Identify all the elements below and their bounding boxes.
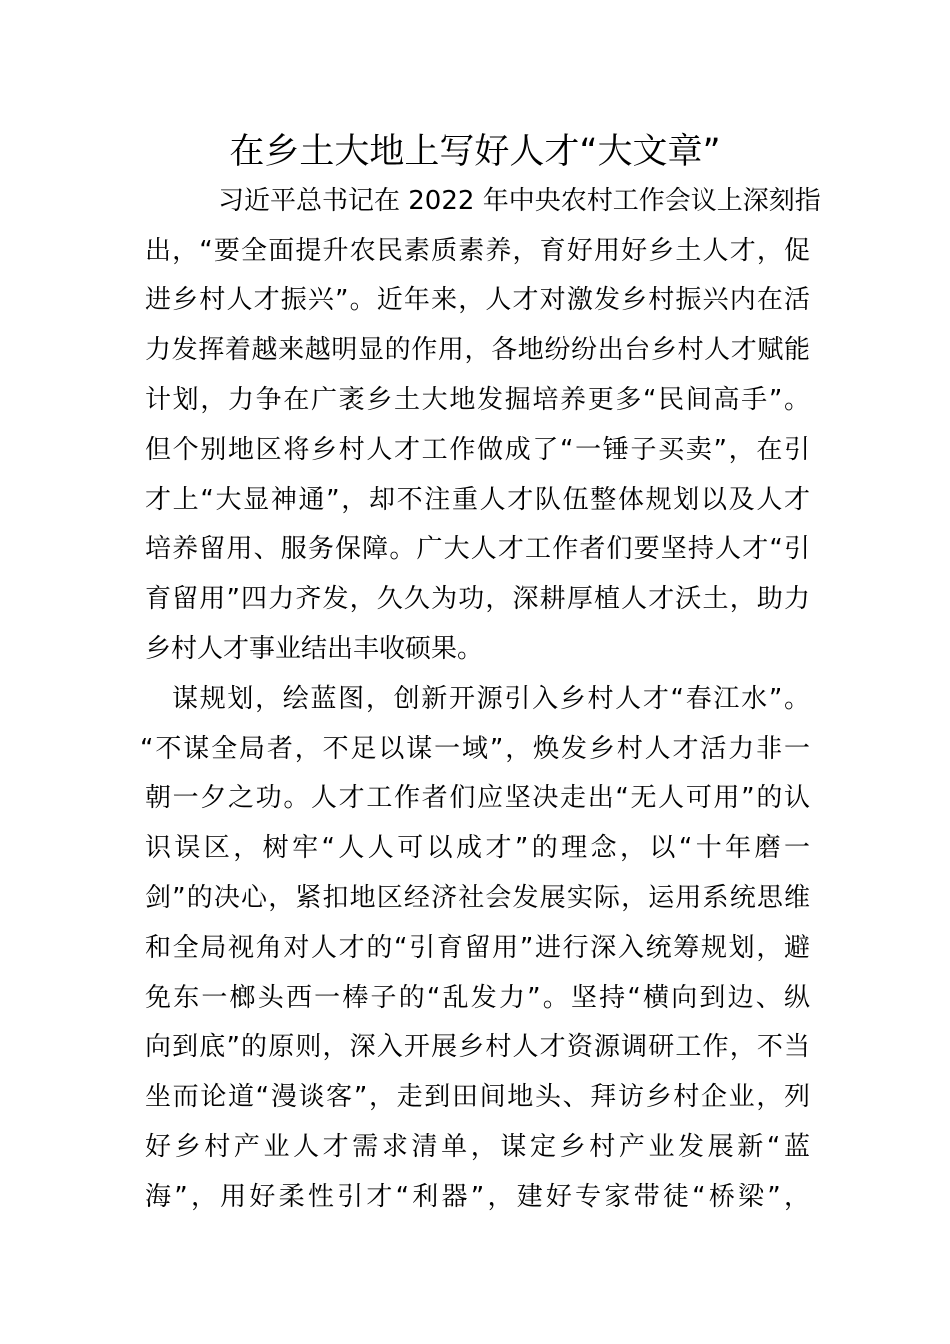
paragraph-line: 坐而论道“漫谈客”，走到田间地头、拜访乡村企业，列 [145, 1082, 810, 1112]
paragraph-line: 好乡村产业人才需求清单，谋定乡村产业发展新“蓝 [145, 1132, 810, 1162]
paragraph-line: 力发挥着越来越明显的作用，各地纷纷出台乡村人才赋能 [145, 335, 810, 365]
paragraph-line: 培养留用、服务保障。广大人才工作者们要坚持人才“引 [145, 534, 810, 564]
paragraph-line: 识误区，树牢“人人可以成才”的理念，以“十年磨一 [145, 833, 810, 863]
paragraph-line: 免东一榔头西一棒子的“乱发力”。坚持“横向到边、纵 [145, 983, 810, 1013]
paragraph-line: 乡村人才事业结出丰收硕果。 [145, 634, 484, 664]
paragraph-line: “不谋全局者，不足以谋一域”，焕发乡村人才活力非一 [140, 734, 810, 764]
paragraph-line: 才上“大显神通”，却不注重人才队伍整体规划以及人才 [145, 485, 810, 515]
paragraph-line: 习近平总书记在 2022 年中央农村工作会议上深刻指 [218, 186, 821, 216]
paragraph-line: 剑”的决心，紧扣地区经济社会发展实际，运用系统思维 [145, 883, 810, 913]
section-heading-line: 谋规划，绘蓝图，创新开源引入乡村人才“春江水”。 [172, 684, 810, 714]
paragraph-line: 进乡村人才振兴”。近年来，人才对激发乡村振兴内在活 [145, 285, 810, 315]
paragraph-line: 出，“要全面提升农民素质素养，育好用好乡土人才，促 [145, 236, 810, 266]
paragraph-line: 育留用”四力齐发，久久为功，深耕厚植人才沃土，助力 [145, 584, 810, 614]
paragraph-line: 和全局视角对人才的“引育留用”进行深入统筹规划，避 [145, 933, 810, 963]
paragraph-line: 朝一夕之功。人才工作者们应坚决走出“无人可用”的认 [145, 783, 810, 813]
paragraph-line: 计划，力争在广袤乡土大地发掘培养更多“民间高手”。 [145, 385, 810, 415]
paragraph-line: 海”，用好柔性引才“利器”，建好专家带徒“桥梁”， [145, 1182, 810, 1212]
paragraph-line: 但个别地区将乡村人才工作做成了“一锤子买卖”，在引 [145, 435, 810, 465]
paragraph-line: 向到底”的原则，深入开展乡村人才资源调研工作，不当 [145, 1032, 810, 1062]
document-title: 在乡土大地上写好人才“大文章” [229, 132, 721, 172]
